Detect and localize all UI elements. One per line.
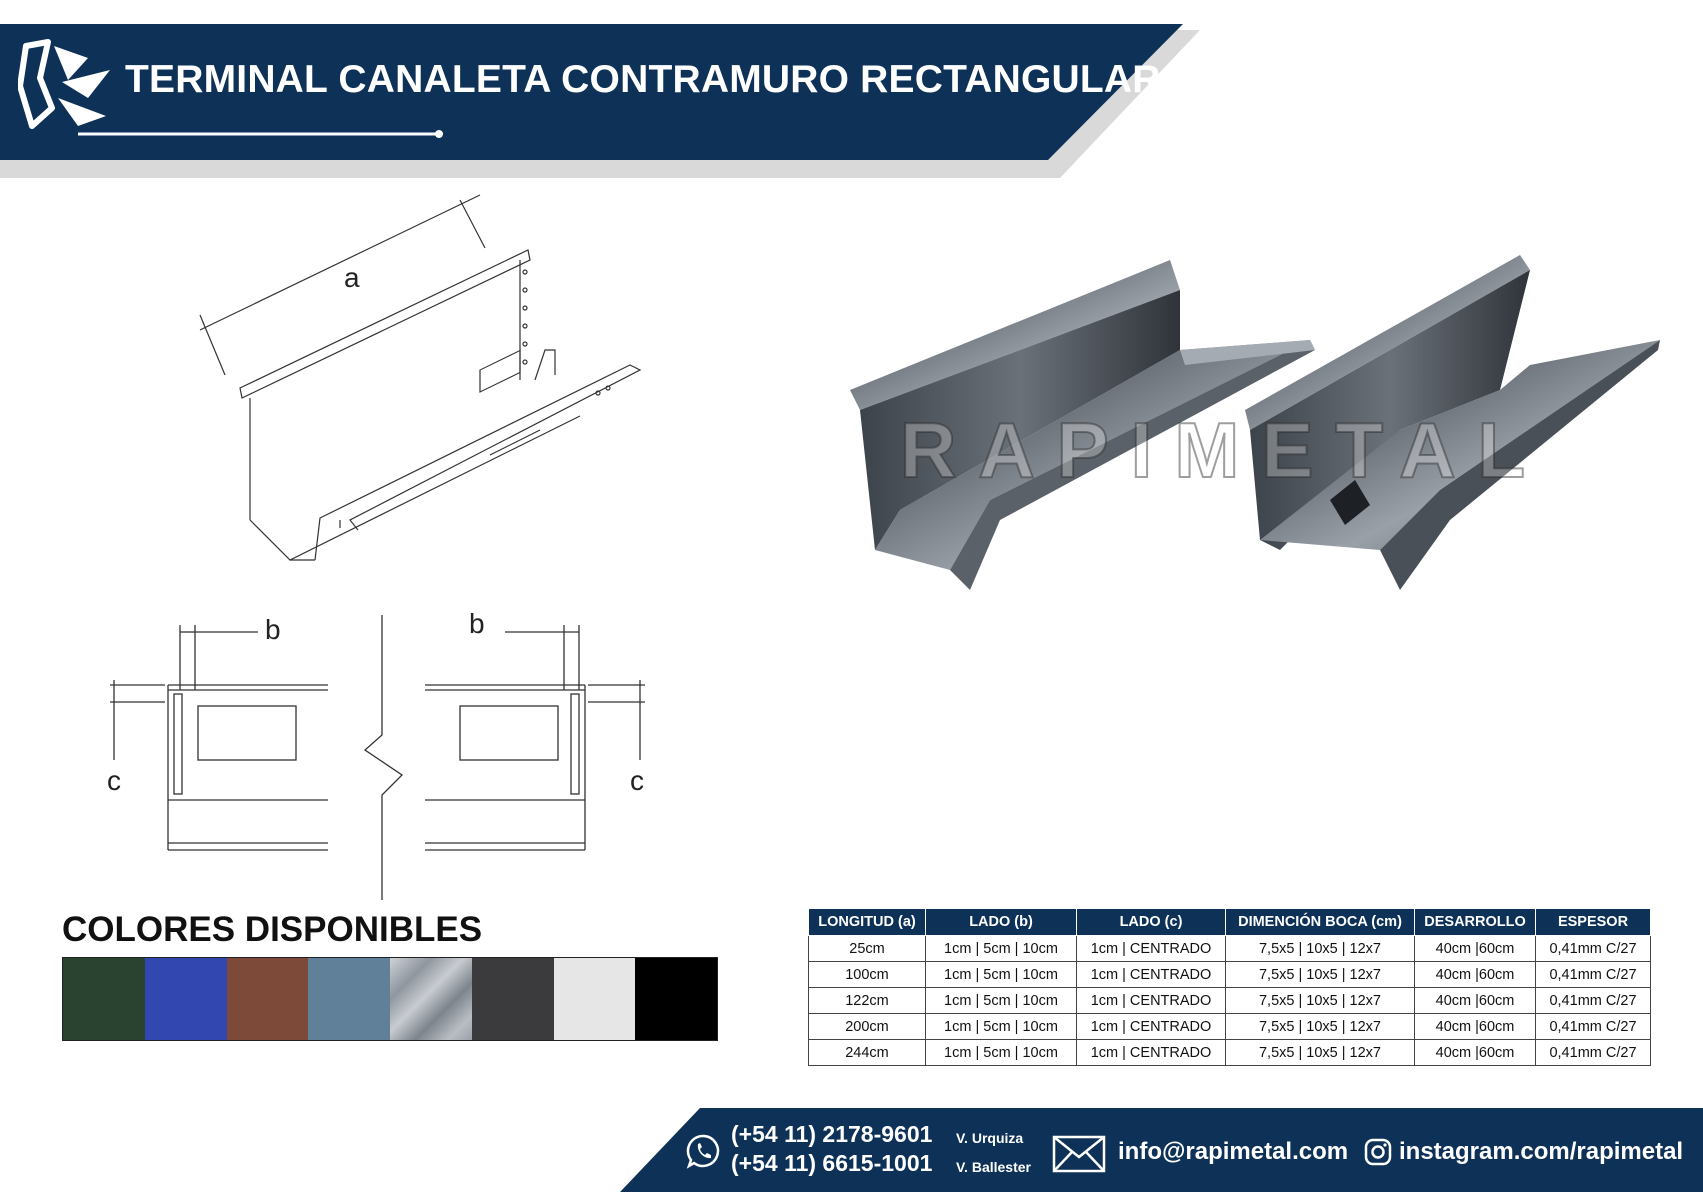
swatch-brown [227, 958, 309, 1040]
table-cell: 1cm | CENTRADO [1077, 988, 1226, 1014]
column-header: LADO (c) [1077, 909, 1226, 936]
column-header: DIMENCIÓN BOCA (cm) [1226, 909, 1415, 936]
instagram-icon [1364, 1138, 1392, 1166]
watermark: RAPIMETAL [900, 406, 1548, 494]
table-cell: 7,5x5 | 10x5 | 12x7 [1226, 936, 1415, 962]
table-cell: 100cm [809, 962, 926, 988]
table-cell: 25cm [809, 936, 926, 962]
table-row [809, 936, 1651, 962]
table-cell: 244cm [809, 1040, 926, 1066]
dimension-label-c-left: c [107, 765, 121, 796]
table-cell: 1cm | CENTRADO [1077, 1014, 1226, 1040]
table-cell: 0,41mm C/27 [1536, 1040, 1651, 1066]
table-cell: 40cm |60cm [1415, 1040, 1536, 1066]
page-title: TERMINAL CANALETA CONTRAMURO RECTANGULAR [125, 58, 1161, 101]
column-header: LADO (b) [926, 909, 1077, 936]
table-cell: 0,41mm C/27 [1536, 962, 1651, 988]
phone-1[interactable]: (+54 11) 2178-9601 [731, 1121, 933, 1147]
branch-2: V. Ballester [956, 1159, 1031, 1175]
instagram-link[interactable]: instagram.com/rapimetal [1399, 1138, 1684, 1165]
swatch-black [635, 958, 717, 1040]
table-cell: 1cm | CENTRADO [1077, 936, 1226, 962]
colors-section-title: COLORES DISPONIBLES [62, 910, 483, 949]
spec-table [808, 908, 1651, 1066]
branch-1: V. Urquiza [956, 1130, 1024, 1146]
table-cell: 40cm |60cm [1415, 962, 1536, 988]
swatch-steel-blue [308, 958, 390, 1040]
table-cell: 7,5x5 | 10x5 | 12x7 [1226, 1040, 1415, 1066]
phone-2[interactable]: (+54 11) 6615-1001 [731, 1150, 933, 1176]
table-cell: 7,5x5 | 10x5 | 12x7 [1226, 962, 1415, 988]
dimension-label-c-right: c [630, 765, 644, 796]
table-cell: 1cm | 5cm | 10cm [926, 1040, 1077, 1066]
table-cell: 122cm [809, 988, 926, 1014]
table-cell: 1cm | CENTRADO [1077, 962, 1226, 988]
isometric-drawing [180, 190, 680, 590]
column-header: LONGITUD (a) [809, 909, 926, 936]
swatch-white [554, 958, 636, 1040]
table-cell: 40cm |60cm [1415, 936, 1536, 962]
table-cell: 0,41mm C/27 [1536, 988, 1651, 1014]
table-row [809, 1014, 1651, 1040]
table-cell: 40cm |60cm [1415, 1014, 1536, 1040]
table-cell: 1cm | CENTRADO [1077, 1040, 1226, 1066]
table-row [809, 1040, 1651, 1066]
table-cell: 7,5x5 | 10x5 | 12x7 [1226, 1014, 1415, 1040]
swatch-galvanized [390, 958, 472, 1040]
dimension-label-a: a [344, 262, 360, 293]
table-row [809, 988, 1651, 1014]
column-header: ESPESOR [1536, 909, 1651, 936]
swatch-green [63, 958, 145, 1040]
swatch-dark-gray [472, 958, 554, 1040]
table-cell: 0,41mm C/27 [1536, 936, 1651, 962]
table-row [809, 962, 1651, 988]
table-cell: 0,41mm C/27 [1536, 1014, 1651, 1040]
table-cell: 1cm | 5cm | 10cm [926, 936, 1077, 962]
table-cell: 40cm |60cm [1415, 988, 1536, 1014]
color-swatches [62, 957, 718, 1041]
table-cell: 1cm | 5cm | 10cm [926, 988, 1077, 1014]
swatch-blue [145, 958, 227, 1040]
table-cell: 7,5x5 | 10x5 | 12x7 [1226, 988, 1415, 1014]
whatsapp-icon [686, 1133, 722, 1169]
email-link[interactable]: info@rapimetal.com [1118, 1138, 1349, 1165]
dimension-label-b-left: b [265, 614, 281, 645]
column-header: DESARROLLO [1415, 909, 1536, 936]
table-cell: 1cm | 5cm | 10cm [926, 1014, 1077, 1040]
mail-icon [1052, 1135, 1106, 1173]
table-cell: 1cm | 5cm | 10cm [926, 962, 1077, 988]
table-header-row [809, 909, 1651, 936]
table-cell: 200cm [809, 1014, 926, 1040]
dimension-label-b-right: b [469, 608, 485, 639]
section-drawing [90, 610, 670, 910]
